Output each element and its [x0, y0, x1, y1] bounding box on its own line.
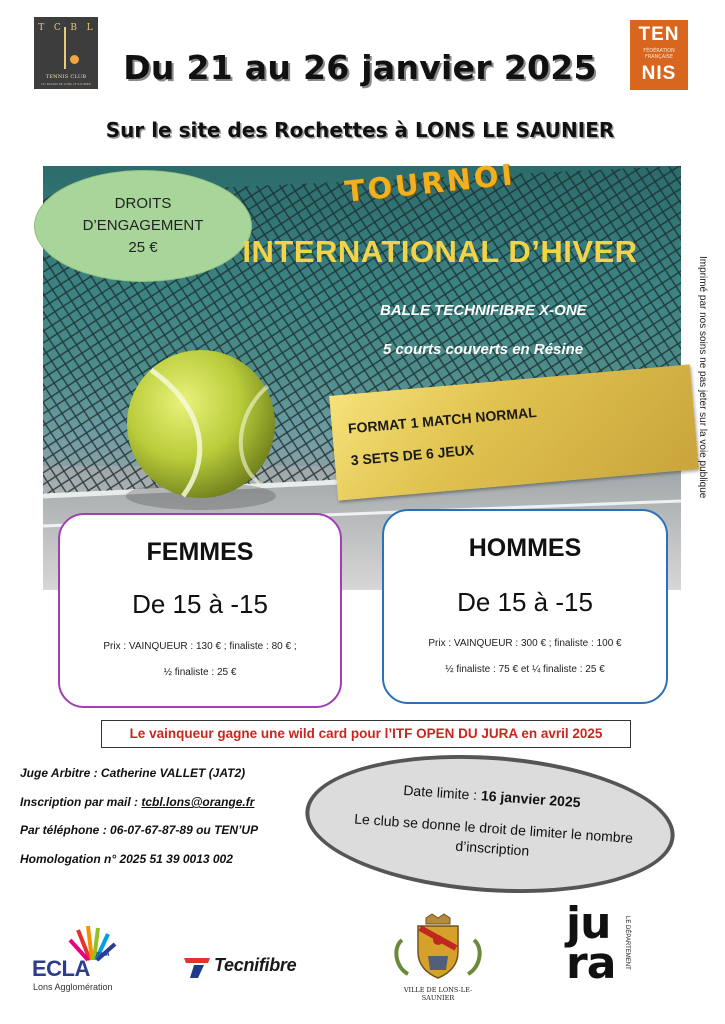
- category-title: HOMMES: [468, 534, 582, 562]
- ville-name: VILLE DE LONS-LE-SAUNIER: [403, 986, 473, 1002]
- ecla-tag: JURA: [96, 952, 110, 958]
- homologation-info: Homologation n° 2025 51 39 0013 002: [20, 852, 233, 866]
- category-prize-line-1: Prix : VAINQUEUR : 130 € ; finaliste : 80 € ;: [103, 641, 297, 652]
- registration-email-link[interactable]: tcbl.lons@orange.fr: [141, 795, 255, 809]
- deadline-oval: [301, 743, 680, 904]
- fft-logo-top: TEN: [638, 24, 680, 45]
- fft-logo-middle: FÉDÉRATION FRANÇAISE: [643, 48, 675, 60]
- tcbl-logo-ball-icon: [70, 55, 79, 64]
- category-prize-line-1: Prix : VAINQUEUR : 300 € ; finaliste : 100 €: [428, 638, 622, 649]
- ville-lons-logo: [388, 912, 488, 1004]
- ecla-sub: Lons Agglomération: [33, 982, 113, 992]
- jura-departement-logo: [566, 898, 636, 998]
- wildcard-banner: Le vainqueur gagne une wild card pour l’ITF OPEN DU JURA en avril 2025: [101, 720, 631, 748]
- page-title: Du 21 au 26 janvier 2025: [123, 48, 597, 87]
- jura-name: jura: [566, 898, 616, 989]
- ball-info: BALLE TECHNIFIBRE X-ONE: [380, 302, 587, 319]
- ecla-name: ECLA: [32, 956, 90, 981]
- ecla-logo: [30, 922, 120, 994]
- coat-of-arms-icon: [388, 912, 488, 984]
- category-hommes: [382, 509, 668, 704]
- category-prize-line-2: ½ finaliste : 25 €: [163, 667, 237, 678]
- category-femmes: [58, 513, 342, 708]
- category-title: FEMMES: [146, 538, 254, 566]
- page-subtitle: Sur le site des Rochettes à LONS LE SAUNIER: [105, 118, 615, 142]
- deadline-date: Date limite : 16 janvier 2025: [402, 781, 582, 811]
- tecnifibre-logo: [182, 954, 322, 980]
- tecnifibre-name: Tecnifibre: [214, 955, 297, 975]
- tcbl-logo-racket: [64, 27, 66, 69]
- tournament-name: INTERNATIONAL D’HIVER: [242, 234, 638, 269]
- category-range: De 15 à -15: [132, 589, 268, 619]
- tecnifibre-mark-icon: [184, 956, 212, 978]
- format-line-1: FORMAT 1 MATCH NORMAL: [347, 403, 538, 437]
- fft-logo-bottom: NIS: [641, 63, 677, 84]
- category-prize-line-2: ½ finaliste : 75 € et ¼ finaliste : 25 €: [445, 664, 605, 675]
- category-range: De 15 à -15: [457, 587, 593, 617]
- print-notice: Imprimé par nos soins ne pas jeter sur la voie publique: [697, 256, 708, 499]
- tcbl-logo-name: TENNIS CLUB: [45, 74, 87, 80]
- tournament-label: TOURNOI: [343, 157, 517, 209]
- tcbl-logo-letters: T C B L: [38, 23, 94, 33]
- phone-info: Par téléphone : 06-07-67-87-89 ou TEN’UP: [20, 823, 259, 837]
- format-line-2: 3 SETS DE 6 JEUX: [350, 441, 475, 469]
- jura-side-label: LE DÉPARTEMENT: [624, 916, 630, 970]
- courts-info: 5 courts couverts en Résine: [383, 341, 584, 358]
- deadline-note: Le club se donne le droit de limiter le nombre d’inscription: [353, 810, 634, 859]
- entry-fee-badge: DROITS D’ENGAGEMENT 25 €: [34, 170, 252, 282]
- tcbl-logo: [34, 17, 98, 89]
- referee-info: Juge Arbitre : Catherine VALLET (JAT2): [20, 766, 246, 780]
- tcbl-logo-sub: DU BASSIN DE LONS LE SAUNIER: [41, 82, 91, 86]
- fft-logo: [630, 20, 688, 90]
- registration-info: Inscription par mail : tcbl.lons@orange.fr: [20, 795, 255, 809]
